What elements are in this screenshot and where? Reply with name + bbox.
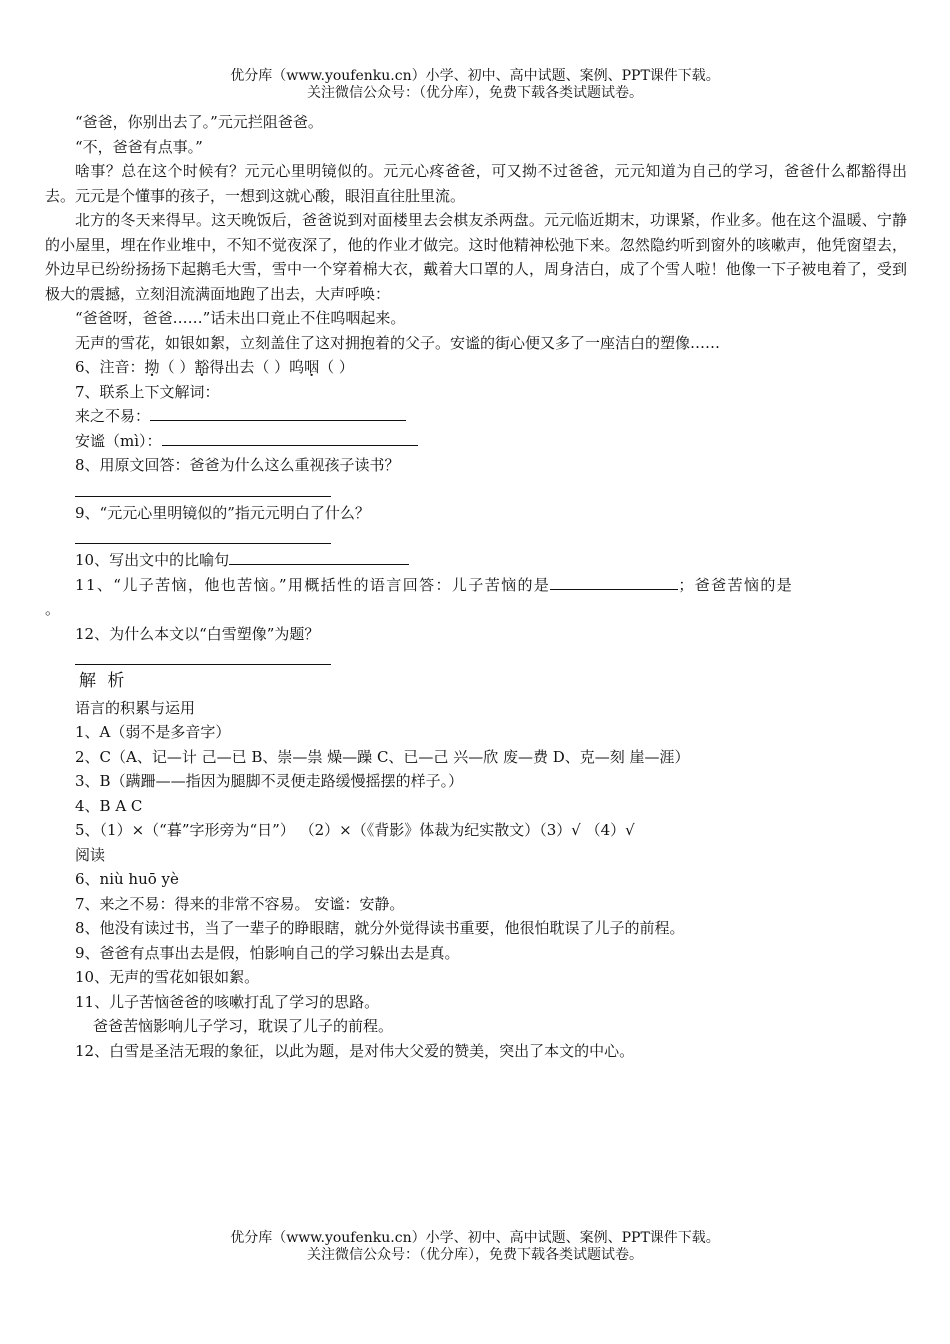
answers-section-heading: 阅读	[75, 845, 106, 864]
answer-item: 7、来之不易：得来的非常不容易。 安谧：安静。	[75, 894, 405, 913]
passage-paragraph: “爸爸呀，爸爸……”话未出口竟止不住呜咽起来。	[75, 309, 406, 327]
passage-paragraph: 啥事？总在这个时候有？元元心里明镜似的。元元心疼爸爸，可又拗不过爸爸，元元知道为自己的学习，爸爸什么都豁得出去。元元是个懂事的孩子，一想到这就心酸，眼泪直往肚里流。	[45, 162, 907, 205]
page-footer	[0, 1230, 950, 1264]
answers-section-heading: 语言的积累与运用	[75, 698, 196, 717]
page-header	[0, 68, 950, 102]
document-body	[45, 110, 907, 1063]
answer-blank[interactable]	[550, 574, 678, 590]
header-line-2: 关注微信公众号：（优分库），免费下载各类试题试卷。	[307, 85, 643, 101]
answer-item: 10、无声的雪花如银如絮。	[75, 968, 260, 986]
answer-item: 11、儿子苦恼爸爸的咳嗽打乱了学习的思路。	[75, 992, 380, 1011]
footer-line-2: 关注微信公众号：（优分库），免费下载各类试题试卷。	[307, 1247, 643, 1263]
answer-item: 5、（1）×（“暮”字形旁为“日”） （2）×（《背影》体裁为纪实散文）（3）√ （4）√	[75, 821, 635, 839]
answer-item: 3、B（蹒跚——指因为腿脚不灵便走路缓慢摇摆的样子。）	[75, 772, 464, 790]
question-9: 9、“元元心里明镜似的”指元元明白了什么？	[75, 503, 370, 522]
answer-blank[interactable]	[75, 648, 331, 665]
dotted-char: 咽	[304, 358, 320, 376]
answer-item: 4、B A C	[75, 796, 143, 815]
question-7-item-2: 安谧（mì）：	[45, 429, 907, 454]
answer-blank[interactable]	[75, 527, 331, 544]
header-line-1: 优分库（www.youfenku.cn）小学、初中、高中试题、案例、PPT课件下载。	[230, 68, 720, 84]
answer-blank[interactable]	[162, 430, 418, 446]
answer-item: 2、C（A、记—计 己—已 B、崇—祟 燥—躁 C、已—己 兴—欣 废—费 D、克—刻 崖—涯）	[75, 747, 690, 766]
answer-item: 12、白雪是圣洁无瑕的象征，以此为题，是对伟大父爱的赞美，突出了本文的中心。	[75, 1041, 635, 1060]
answer-blank[interactable]	[150, 405, 406, 421]
answer-item: 6、niù huō yè	[75, 870, 179, 888]
passage-paragraph: 无声的雪花，如银如絮，立刻盖住了这对拥抱着的父子。安谧的街心便又多了一座洁白的塑像……	[75, 333, 721, 352]
passage-paragraph: “不，爸爸有点事。”	[75, 137, 203, 156]
footer-line-1: 优分库（www.youfenku.cn）小学、初中、高中试题、案例、PPT课件下载。	[230, 1230, 720, 1246]
answer-item: 9、爸爸有点事出去是假，怕影响自己的学习躲出去是真。	[75, 943, 460, 962]
answer-blank[interactable]	[229, 549, 409, 565]
answer-item: 爸爸苦恼影响儿子学习，耽误了儿子的前程。	[93, 1017, 394, 1035]
answer-item: 1、A（弱不是多音字）	[75, 723, 231, 741]
question-12: 12、为什么本文以“白雪塑像”为题？	[75, 624, 320, 643]
answer-blank[interactable]	[75, 480, 331, 497]
question-8: 8、用原文回答：爸爸为什么这么重视孩子读书？	[75, 456, 400, 474]
passage-paragraph: “爸爸，你别出去了。”元元拦阻爸爸。	[75, 113, 323, 131]
dotted-char: 豁	[194, 358, 210, 376]
answer-item: 8、他没有读过书，当了一辈子的睁眼瞎，就分外觉得读书重要，他很怕耽误了儿子的前程。	[75, 919, 685, 937]
question-7-item-1: 来之不易：	[45, 404, 907, 429]
question-7: 7、联系上下文解词：	[75, 382, 220, 401]
question-10: 10、写出文中的比喻句	[45, 548, 907, 573]
answers-title: 解 析	[79, 671, 128, 691]
question-11-end: 。	[45, 600, 61, 618]
dotted-char: 拗	[144, 358, 160, 376]
question-6: 6、注音：拗（ ）豁得出去（ ）呜咽（ ）	[75, 358, 354, 376]
passage-paragraph: 北方的冬天来得早。这天晚饭后，爸爸说到对面楼里去会棋友杀两盘。元元临近期末，功课紧，作业多。他在这个温暖、宁静的小屋里，埋在作业堆中，不知不觉夜深了，他的作业才做完。这时他精神松弛下来。忽然隐约听到窗外的咳嗽声，他凭窗望去，外边早已纷纷扬扬下起鹅毛大雪，雪中一个穿着棉大衣，戴着大口罩的人，周身洁白，成了个雪人啦！他像一下子被电着了，受到极大的震撼，立刻泪流满面地跑了出去，大声呼唤：	[45, 211, 907, 303]
question-11: 11、“儿子苦恼，他也苦恼。”用概括性的语言回答：儿子苦恼的是 ；爸爸苦恼的是	[75, 575, 794, 594]
